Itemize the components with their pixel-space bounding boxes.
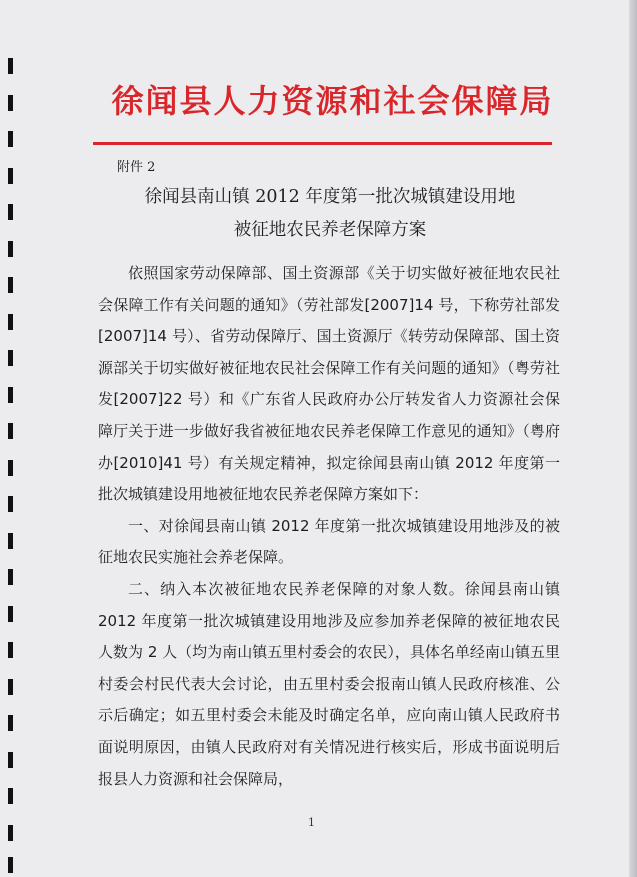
- binding-hole-mark: [8, 857, 13, 873]
- binding-hole-mark: [8, 752, 13, 768]
- binding-hole-mark: [8, 533, 13, 549]
- document-body: [98, 258, 560, 795]
- binding-hole-mark: [8, 496, 13, 512]
- binding-hole-mark: [8, 460, 13, 476]
- page-edge-shadow: [629, 0, 637, 877]
- binding-hole-mark: [8, 569, 13, 585]
- binding-hole-mark: [8, 788, 13, 804]
- page-number: 1: [308, 816, 315, 829]
- body-paragraph: 二、纳入本次被征地农民养老保障的对象人数。徐闻县南山镇 2012 年度第一批次城镇建设用地涉及应参加养老保障的被征地农民人数为 2 人（均为南山镇五里村委会的农民），具体名单经南山镇五里村委会村民代表大会讨论，由五里村委会报南山镇人民政府核准、公示后确定；如五里村委会未能及时确定名单，应向南山镇人民政府书面说明原因，由镇人民政府对有关情况进行核实后，形成书面说明后报县人力资源和社会保障局，: [98, 579, 560, 788]
- binding-hole-mark: [8, 606, 13, 622]
- document-title-line-2: 被征地农民养老保障方案: [233, 220, 427, 240]
- binding-hole-mark: [8, 241, 13, 257]
- binding-hole-mark: [8, 277, 13, 293]
- binding-hole-mark: [8, 387, 13, 403]
- binding-hole-mark: [8, 679, 13, 695]
- binding-hole-mark: [8, 204, 13, 220]
- body-paragraph: 一、对徐闻县南山镇 2012 年度第一批次城镇建设用地涉及的被征地农民实施社会养老保障。: [98, 516, 560, 567]
- binding-hole-mark: [8, 642, 13, 658]
- letterhead-divider: [93, 142, 552, 145]
- letterhead-title: 徐闻县人力资源和社会保障局: [111, 82, 554, 120]
- attachment-label: 附件 2: [117, 160, 156, 175]
- document-title-line-1: 徐闻县南山镇 2012 年度第一批次城镇建设用地: [144, 187, 516, 207]
- binding-hole-mark: [8, 715, 13, 731]
- binding-hole-mark: [8, 825, 13, 841]
- binding-hole-mark: [8, 95, 13, 111]
- binding-hole-mark: [8, 350, 13, 366]
- binding-hole-mark: [8, 314, 13, 330]
- binding-hole-mark: [8, 131, 13, 147]
- body-paragraph: 依照国家劳动保障部、国土资源部《关于切实做好被征地农民社会保障工作有关问题的通知》（劳社部发[2007]14 号，下称劳社部发[2007]14 号）、省劳动保障厅、国土资源厅《转劳动保障部、国土资源部关于切实做好被征地农民社会保障工作有关问题的通知》（粤劳社发[2007]22 号）和《广东省人民政府办公厅转发省人力资源社会保障厅关于进一步做好我省被征地农民养老保障工作意见的通知》（粤府办[2010]41 号）有关规定精神，拟定徐闻县南山镇 2012 年度第一批次城镇建设用地被征地农民养老保障方案如下：: [98, 264, 560, 504]
- binding-hole-mark: [8, 58, 13, 74]
- binding-hole-mark: [8, 423, 13, 439]
- binding-hole-mark: [8, 168, 13, 184]
